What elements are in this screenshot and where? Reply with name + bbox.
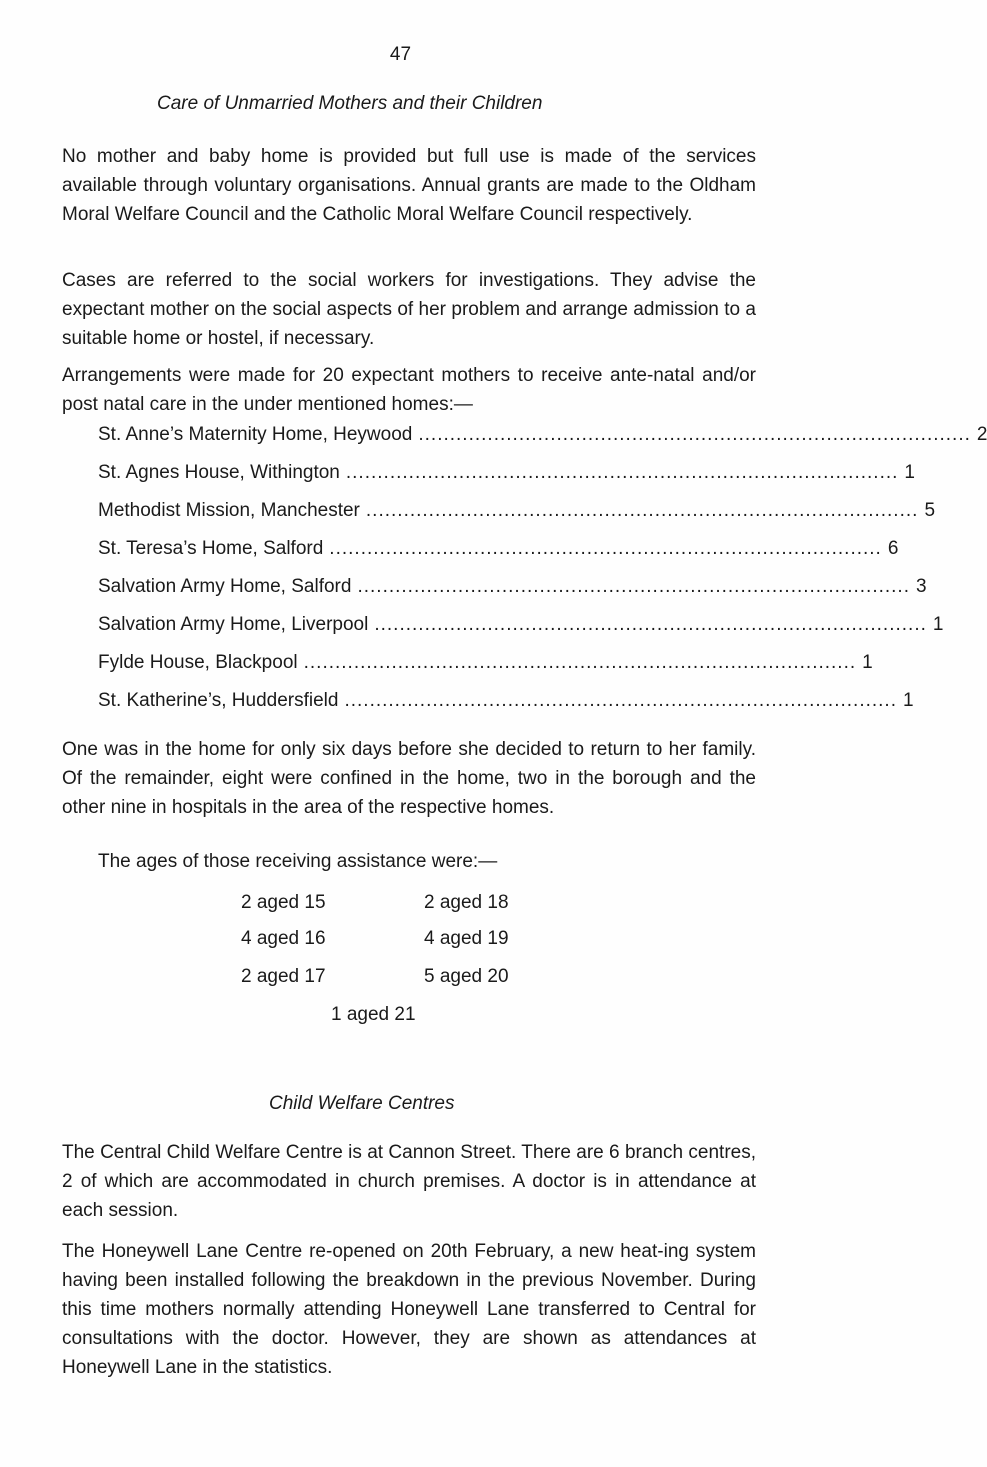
home-count: 3 [916, 576, 927, 597]
age-entry: 1 aged 21 [331, 1004, 416, 1025]
paragraph-arrangements: Arrangements were made for 20 expectant mothers to receive ante-natal and/or post natal care in the under mentioned homes:— [62, 365, 756, 415]
paragraph-outcomes: One was in the home for only six days before she decided to return to her family. Of the remainder, eight were confined in the home, two in the borough and the other nine in hospitals in the area of the respective homes. [62, 739, 756, 818]
home-count: 2 [976, 424, 987, 445]
home-count: 6 [887, 538, 899, 559]
leader-dots: ........................................................................................ [329, 538, 882, 559]
list-item [98, 576, 927, 614]
list-item [98, 690, 914, 728]
leader-dots: ........................................................................................ [303, 652, 857, 673]
age-entry: 4 aged 19 [424, 928, 509, 949]
home-name: St. Agnes House, Withington [98, 462, 340, 483]
list-item [98, 652, 873, 690]
age-entry: 5 aged 20 [424, 966, 509, 987]
leader-dots: ........................................................................................ [365, 500, 919, 521]
age-entry: 4 aged 16 [241, 928, 326, 949]
home-name: Salvation Army Home, Salford [98, 576, 352, 597]
home-count: 1 [932, 614, 944, 635]
paragraph-grants: No mother and baby home is provided but full use is made of the services available through voluntary organisations. Annual grants are made to the Oldham Moral Welfare Council and the Catholic Moral Welfare Council respectively. [62, 146, 756, 225]
list-item [98, 538, 899, 576]
page-number: 47 [389, 44, 412, 65]
list-item [98, 424, 987, 462]
section-heading-unmarried-mothers: Care of Unmarried Mothers and their Children [157, 93, 543, 114]
paragraph-honeywell-lane: The Honeywell Lane Centre re-opened on 20th February, a new heat-ing system having been installed following the breakdown in the previous November. During this time mothers normally attending Honeywell Lane transferred to Central for consultations with the doctor. However, they are shown as attendances at Honeywell Lane in the statistics. [62, 1241, 756, 1378]
home-count: 1 [903, 690, 914, 711]
list-item [98, 500, 936, 538]
homes-list [98, 424, 987, 728]
age-entry: 2 aged 18 [424, 892, 509, 913]
ages-intro: The ages of those receiving assistance were:— [98, 851, 498, 872]
home-name: St. Teresa’s Home, Salford [98, 538, 324, 559]
section-heading-child-welfare: Child Welfare Centres [269, 1093, 455, 1114]
leader-dots: ........................................................................................ [357, 576, 910, 597]
home-count: 5 [924, 500, 936, 521]
paragraph-referrals: Cases are referred to the social workers for investigations. They advise the expectant mother on the social aspects of her problem and arrange admission to a suitable home or hostel, if necessary. [62, 270, 756, 349]
list-item [98, 462, 915, 500]
paragraph-central-centre: The Central Child Welfare Centre is at Cannon Street. There are 6 branch centres, 2 of which are accommodated in church premises. A doctor is in attendance at each session. [62, 1142, 756, 1221]
leader-dots: ........................................................................................ [345, 462, 899, 483]
home-count: 1 [862, 652, 873, 673]
list-item [98, 614, 944, 652]
home-name: Salvation Army Home, Liverpool [98, 614, 369, 635]
leader-dots: ........................................................................................ [418, 424, 971, 445]
leader-dots: ........................................................................................ [344, 690, 897, 711]
leader-dots: ........................................................................................ [374, 614, 927, 635]
home-name: St. Anne’s Maternity Home, Heywood [98, 424, 413, 445]
home-name: Fylde House, Blackpool [98, 652, 298, 673]
home-count: 1 [904, 462, 915, 483]
home-name: Methodist Mission, Manchester [98, 500, 360, 521]
age-entry: 2 aged 15 [241, 892, 326, 913]
age-entry: 2 aged 17 [241, 966, 326, 987]
home-name: St. Katherine’s, Huddersfield [98, 690, 339, 711]
